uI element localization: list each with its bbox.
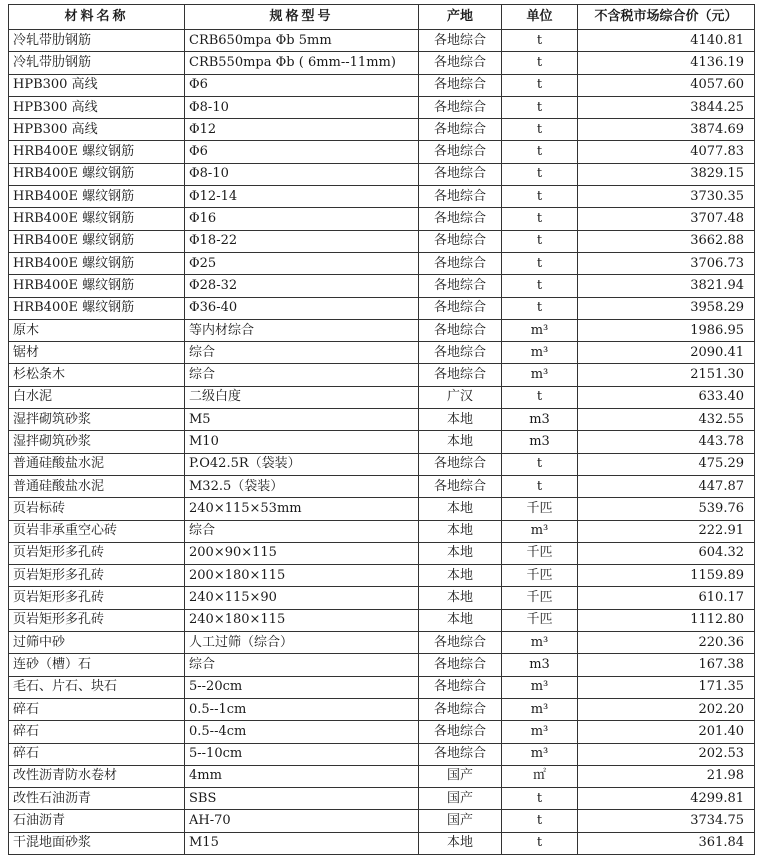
cell-material-name: 碎石 [9,743,185,765]
cell-origin: 本地 [419,409,502,431]
cell-unit: t [502,252,578,274]
cell-material-name: 碎石 [9,721,185,743]
table-row [9,96,755,118]
cell-spec: 人工过筛（综合） [185,632,419,654]
table-row [9,230,755,252]
cell-material-name: 冷轧带肋钢筋 [9,30,185,52]
table-row [9,765,755,787]
cell-material-name: 白水泥 [9,386,185,408]
cell-unit: t [502,208,578,230]
cell-spec: 综合 [185,654,419,676]
cell-price: 1112.80 [578,609,755,631]
cell-price: 3844.25 [578,96,755,118]
table-row [9,208,755,230]
cell-spec: SBS [185,788,419,810]
cell-unit: t [502,141,578,163]
table-body [9,30,755,855]
cell-price: 443.78 [578,431,755,453]
cell-material-name: 页岩矩形多孔砖 [9,565,185,587]
table-row [9,431,755,453]
cell-spec: Φ6 [185,74,419,96]
cell-spec: Φ16 [185,208,419,230]
cell-material-name: 毛石、片石、块石 [9,676,185,698]
cell-origin: 各地综合 [419,186,502,208]
cell-unit: 千匹 [502,542,578,564]
cell-price: 633.40 [578,386,755,408]
cell-material-name: HRB400E 螺纹钢筋 [9,186,185,208]
header-price: 不含税市场综合价（元） [578,5,755,30]
cell-unit: t [502,297,578,319]
cell-material-name: HRB400E 螺纹钢筋 [9,275,185,297]
table-row [9,52,755,74]
cell-origin: 本地 [419,587,502,609]
cell-price: 3958.29 [578,297,755,319]
cell-origin: 各地综合 [419,676,502,698]
table-row [9,364,755,386]
cell-origin: 国产 [419,765,502,787]
cell-spec: Φ12-14 [185,186,419,208]
table-row [9,475,755,497]
cell-price: 2151.30 [578,364,755,386]
cell-spec: Φ36-40 [185,297,419,319]
cell-price: 1159.89 [578,565,755,587]
cell-origin: 各地综合 [419,30,502,52]
cell-price: 3874.69 [578,119,755,141]
cell-price: 475.29 [578,453,755,475]
cell-origin: 各地综合 [419,74,502,96]
table-row [9,698,755,720]
table-row [9,319,755,341]
cell-price: 4140.81 [578,30,755,52]
cell-material-name: HRB400E 螺纹钢筋 [9,163,185,185]
table-row [9,141,755,163]
table-row [9,498,755,520]
cell-price: 222.91 [578,520,755,542]
cell-origin: 各地综合 [419,230,502,252]
table-row [9,297,755,319]
cell-spec: 综合 [185,520,419,542]
cell-unit: 千匹 [502,498,578,520]
cell-unit: t [502,230,578,252]
cell-unit: t [502,96,578,118]
cell-spec: Φ6 [185,141,419,163]
cell-origin: 国产 [419,788,502,810]
cell-price: 171.35 [578,676,755,698]
cell-unit: t [502,74,578,96]
cell-unit: t [502,832,578,854]
cell-unit: m³ [502,676,578,698]
cell-unit: 千匹 [502,609,578,631]
cell-material-name: 锯材 [9,342,185,364]
cell-spec: M10 [185,431,419,453]
cell-unit: m³ [502,364,578,386]
cell-spec: Φ8-10 [185,96,419,118]
cell-material-name: HRB400E 螺纹钢筋 [9,230,185,252]
cell-origin: 各地综合 [419,275,502,297]
cell-material-name: HRB400E 螺纹钢筋 [9,208,185,230]
cell-price: 432.55 [578,409,755,431]
cell-origin: 本地 [419,609,502,631]
cell-spec: 240×115×90 [185,587,419,609]
cell-material-name: 过筛中砂 [9,632,185,654]
cell-material-name: HRB400E 螺纹钢筋 [9,252,185,274]
cell-unit: 千匹 [502,587,578,609]
cell-material-name: 冷轧带肋钢筋 [9,52,185,74]
cell-price: 361.84 [578,832,755,854]
table-row [9,186,755,208]
cell-origin: 各地综合 [419,52,502,74]
cell-unit: m3 [502,431,578,453]
table-row [9,409,755,431]
table-row [9,163,755,185]
cell-material-name: HPB300 高线 [9,74,185,96]
cell-origin: 各地综合 [419,654,502,676]
cell-material-name: 普通硅酸盐水泥 [9,453,185,475]
cell-unit: m³ [502,632,578,654]
cell-material-name: 普通硅酸盐水泥 [9,475,185,497]
table-row [9,565,755,587]
cell-price: 21.98 [578,765,755,787]
header-origin: 产地 [419,5,502,30]
cell-price: 4299.81 [578,788,755,810]
cell-material-name: 干混地面砂浆 [9,832,185,854]
cell-spec: 240×180×115 [185,609,419,631]
cell-price: 3706.73 [578,252,755,274]
table-row [9,30,755,52]
table-row [9,632,755,654]
cell-spec: M5 [185,409,419,431]
cell-unit: t [502,788,578,810]
cell-unit: m³ [502,698,578,720]
table-row [9,721,755,743]
cell-unit: m³ [502,319,578,341]
cell-price: 220.36 [578,632,755,654]
cell-price: 3707.48 [578,208,755,230]
cell-spec: Φ28-32 [185,275,419,297]
cell-spec: 5--20cm [185,676,419,698]
cell-spec: Φ18-22 [185,230,419,252]
cell-spec: 5--10cm [185,743,419,765]
cell-spec: CRB650mpa Φb 5mm [185,30,419,52]
cell-spec: 200×180×115 [185,565,419,587]
cell-origin: 各地综合 [419,342,502,364]
cell-material-name: 石油沥青 [9,810,185,832]
header-spec: 规格型号 [185,5,419,30]
cell-spec: 0.5--1cm [185,698,419,720]
cell-unit: t [502,163,578,185]
cell-unit: t [502,119,578,141]
cell-origin: 各地综合 [419,743,502,765]
cell-spec: AH-70 [185,810,419,832]
table-row [9,252,755,274]
table-row [9,520,755,542]
cell-unit: t [502,810,578,832]
cell-material-name: 湿拌砌筑砂浆 [9,431,185,453]
cell-price: 3734.75 [578,810,755,832]
cell-price: 539.76 [578,498,755,520]
cell-origin: 本地 [419,498,502,520]
cell-unit: m³ [502,342,578,364]
cell-unit: 千匹 [502,565,578,587]
table-row [9,386,755,408]
cell-unit: t [502,386,578,408]
cell-price: 4057.60 [578,74,755,96]
material-price-table [8,4,755,855]
cell-price: 3821.94 [578,275,755,297]
table-row [9,832,755,854]
table-row [9,74,755,96]
cell-origin: 本地 [419,565,502,587]
cell-material-name: 页岩标砖 [9,498,185,520]
cell-spec: 综合 [185,342,419,364]
cell-origin: 各地综合 [419,208,502,230]
cell-origin: 各地综合 [419,632,502,654]
cell-spec: 等内材综合 [185,319,419,341]
cell-material-name: 页岩非承重空心砖 [9,520,185,542]
cell-material-name: HPB300 高线 [9,119,185,141]
cell-material-name: 杉松条木 [9,364,185,386]
table-row [9,743,755,765]
table-row [9,654,755,676]
table-row [9,788,755,810]
cell-spec: 200×90×115 [185,542,419,564]
table-header [9,5,755,30]
cell-unit: m3 [502,654,578,676]
cell-origin: 各地综合 [419,721,502,743]
cell-price: 447.87 [578,475,755,497]
cell-origin: 各地综合 [419,453,502,475]
cell-spec: M15 [185,832,419,854]
cell-unit: t [502,186,578,208]
cell-unit: t [502,30,578,52]
cell-spec: Φ8-10 [185,163,419,185]
header-unit: 单位 [502,5,578,30]
cell-price: 2090.41 [578,342,755,364]
cell-price: 201.40 [578,721,755,743]
cell-material-name: 改性石油沥青 [9,788,185,810]
table-row [9,810,755,832]
cell-material-name: 页岩矩形多孔砖 [9,542,185,564]
cell-origin: 各地综合 [419,364,502,386]
cell-material-name: 碎石 [9,698,185,720]
cell-unit: t [502,475,578,497]
cell-origin: 各地综合 [419,475,502,497]
cell-origin: 各地综合 [419,319,502,341]
cell-spec: M32.5（袋装） [185,475,419,497]
cell-price: 604.32 [578,542,755,564]
cell-origin: 各地综合 [419,698,502,720]
cell-price: 202.20 [578,698,755,720]
cell-unit: m3 [502,409,578,431]
table-row [9,342,755,364]
cell-material-name: 页岩矩形多孔砖 [9,587,185,609]
cell-spec: Φ25 [185,252,419,274]
table-row [9,275,755,297]
cell-spec: P.O42.5R（袋装） [185,453,419,475]
header-row [9,5,755,30]
cell-price: 1986.95 [578,319,755,341]
cell-spec: Φ12 [185,119,419,141]
cell-price: 202.53 [578,743,755,765]
cell-material-name: 湿拌砌筑砂浆 [9,409,185,431]
cell-unit: m³ [502,721,578,743]
cell-origin: 国产 [419,810,502,832]
table-row [9,542,755,564]
cell-material-name: HPB300 高线 [9,96,185,118]
cell-material-name: 连砂（槽）石 [9,654,185,676]
cell-material-name: 原木 [9,319,185,341]
cell-origin: 本地 [419,832,502,854]
cell-material-name: HRB400E 螺纹钢筋 [9,297,185,319]
cell-spec: 0.5--4cm [185,721,419,743]
cell-unit: m³ [502,520,578,542]
cell-spec: 二级白度 [185,386,419,408]
cell-price: 167.38 [578,654,755,676]
cell-price: 4136.19 [578,52,755,74]
cell-price: 610.17 [578,587,755,609]
cell-price: 3662.88 [578,230,755,252]
header-material-name: 材料名称 [9,5,185,30]
cell-price: 3730.35 [578,186,755,208]
cell-spec: 240×115×53mm [185,498,419,520]
cell-origin: 广汉 [419,386,502,408]
cell-unit: t [502,453,578,475]
cell-unit: m³ [502,743,578,765]
cell-price: 4077.83 [578,141,755,163]
cell-price: 3829.15 [578,163,755,185]
cell-material-name: HRB400E 螺纹钢筋 [9,141,185,163]
cell-origin: 本地 [419,431,502,453]
table-row [9,119,755,141]
cell-spec: 4mm [185,765,419,787]
cell-material-name: 改性沥青防水卷材 [9,765,185,787]
cell-origin: 本地 [419,542,502,564]
cell-origin: 本地 [419,520,502,542]
table-row [9,587,755,609]
table-row [9,453,755,475]
cell-origin: 各地综合 [419,119,502,141]
cell-origin: 各地综合 [419,297,502,319]
cell-unit: t [502,52,578,74]
cell-spec: CRB550mpa Φb ( 6mm--11mm) [185,52,419,74]
cell-unit: ㎡ [502,765,578,787]
cell-origin: 各地综合 [419,141,502,163]
cell-spec: 综合 [185,364,419,386]
cell-origin: 各地综合 [419,163,502,185]
table-row [9,609,755,631]
cell-origin: 各地综合 [419,96,502,118]
cell-origin: 各地综合 [419,252,502,274]
cell-material-name: 页岩矩形多孔砖 [9,609,185,631]
table-row [9,676,755,698]
cell-unit: t [502,275,578,297]
